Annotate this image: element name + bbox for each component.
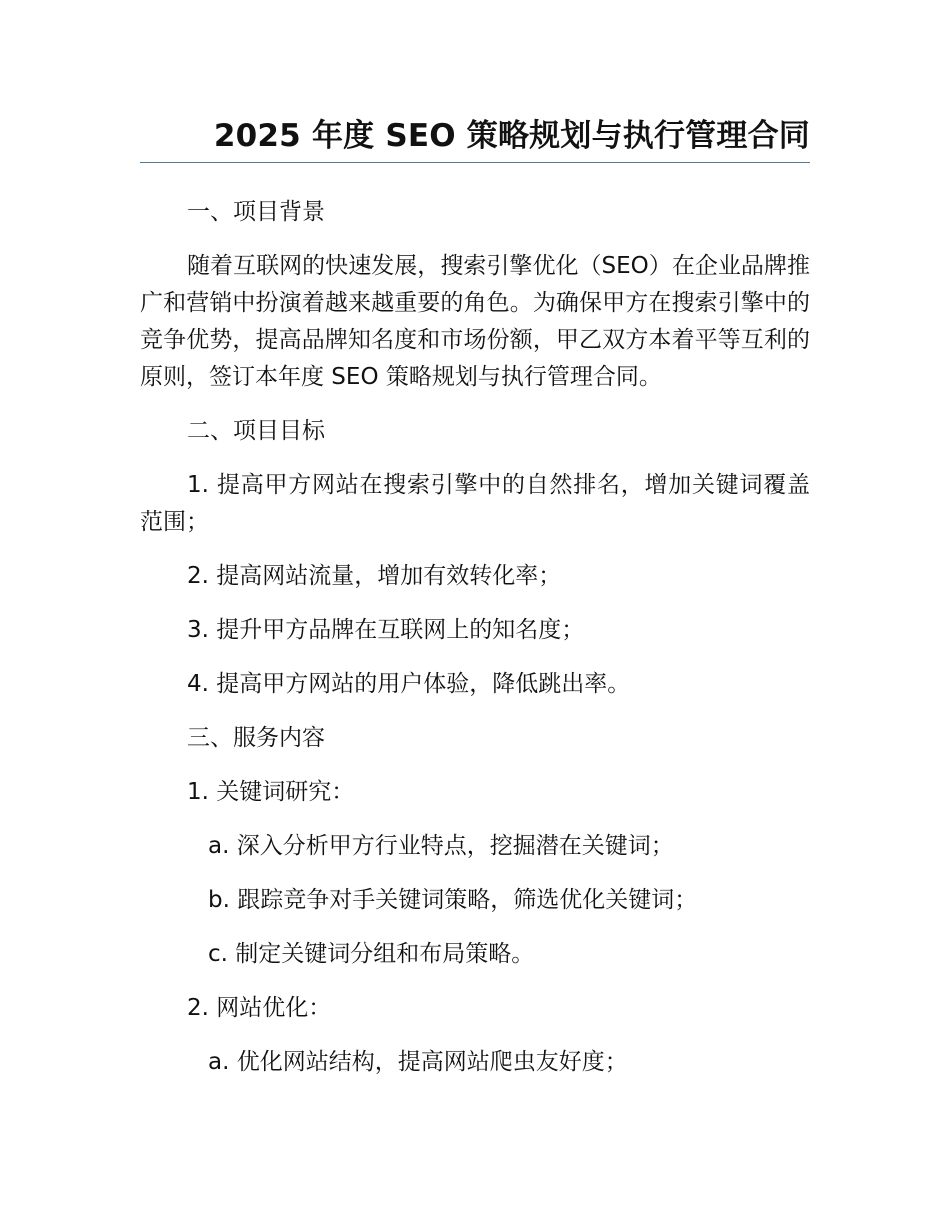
service-keyword-research-item-c: c. 制定关键词分组和布局策略。 (208, 941, 535, 967)
document-title: 2025 年度 SEO 策略规划与执行管理合同 (213, 118, 810, 154)
service-keyword-research-item-b: b. 跟踪竞争对手关键词策略，筛选优化关键词； (208, 887, 698, 913)
service-keyword-research-item-a: a. 深入分析甲方行业特点，挖掘潜在关键词； (208, 833, 674, 859)
goal-item-1: 1. 提高甲方网站在搜索引擎中的自然排名，增加关键词覆盖范围； (140, 472, 810, 535)
document-body (140, 194, 810, 1098)
service-site-optimization-item-a: a. 优化网站结构，提高网站爬虫友好度； (208, 1049, 628, 1075)
section-heading-services: 三、服务内容 (187, 725, 325, 751)
service-keyword-research-title: 1. 关键词研究： (187, 779, 355, 805)
title-underline (140, 162, 810, 163)
goal-item-4: 4. 提高甲方网站的用户体验，降低跳出率。 (187, 671, 631, 697)
service-site-optimization-title: 2. 网站优化： (187, 995, 332, 1021)
section-heading-background: 一、项目背景 (187, 199, 325, 225)
goal-item-3: 3. 提升甲方品牌在互联网上的知名度； (187, 617, 585, 643)
goal-item-2: 2. 提高网站流量，增加有效转化率； (187, 563, 562, 589)
section-heading-goals: 二、项目目标 (187, 418, 325, 444)
background-paragraph: 随着互联网的快速发展，搜索引擎优化（SEO）在企业品牌推广和营销中扮演着越来越重要的角色。为确保甲方在搜索引擎中的竞争优势，提高品牌知名度和市场份额，甲乙双方本着平等互利的原则，签订本年度 SEO 策略规划与执行管理合同。 (140, 253, 810, 390)
